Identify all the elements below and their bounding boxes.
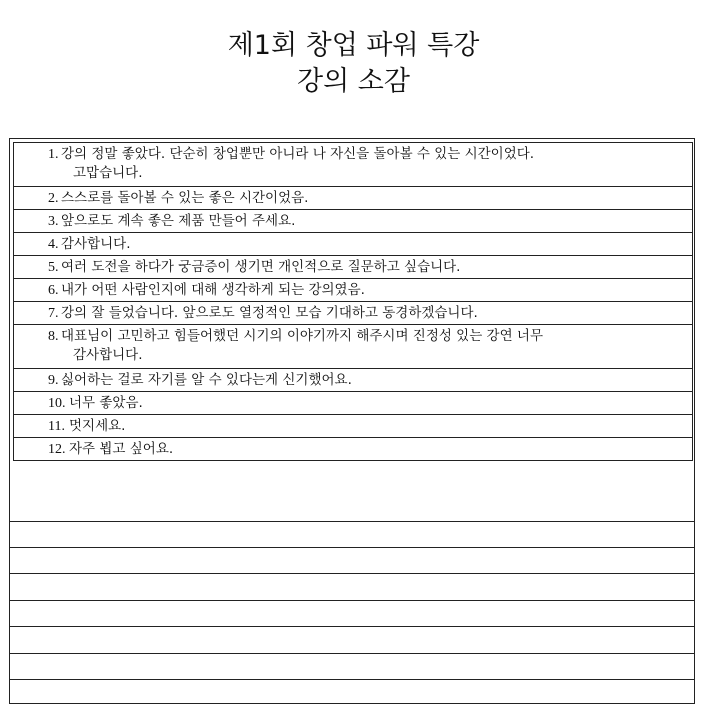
comment-row-9 xyxy=(14,369,692,392)
document-title xyxy=(0,28,707,100)
comment-number: 3. xyxy=(48,214,59,229)
comment-text: 감사합니다. xyxy=(61,236,131,252)
blank-line xyxy=(9,547,695,548)
blank-line xyxy=(9,573,695,574)
comment-number: 1. xyxy=(48,147,59,162)
comment-row-3 xyxy=(14,210,692,233)
comment-text: 너무 좋았음. xyxy=(69,395,143,411)
title-event-name: 제1회 창업 파워 특강 xyxy=(227,30,480,61)
comment-text: 강의 정말 좋았다. 단순히 창업뿐만 아니라 나 자신을 돌아볼 수 있는 시간이었다. 고맙습니다. xyxy=(61,146,535,181)
comment-number: 2. xyxy=(48,191,59,206)
comment-row-12 xyxy=(14,438,692,461)
title-subtitle: 강의 소감 xyxy=(297,66,410,97)
comment-number: 8. xyxy=(48,329,59,344)
blank-line xyxy=(9,626,695,627)
blank-line xyxy=(9,679,695,680)
comment-number: 11. xyxy=(48,419,65,434)
blank-line xyxy=(9,653,695,654)
comment-row-10 xyxy=(14,392,692,415)
comment-number: 6. xyxy=(48,283,59,298)
comment-text: 내가 어떤 사람인지에 대해 생각하게 되는 강의였음. xyxy=(61,282,365,298)
comment-text: 싫어하는 걸로 자기를 알 수 있다는게 신기했어요. xyxy=(61,372,352,388)
comment-text: 강의 잘 들었습니다. 앞으로도 열정적인 모습 기대하고 동경하겠습니다. xyxy=(61,305,478,321)
comment-text: 멋지세요. xyxy=(69,418,126,434)
comment-text: 대표님이 고민하고 힘들어했던 시기의 이야기까지 해주시며 진정성 있는 강연 너무 감사합니다. xyxy=(61,328,544,363)
blank-line xyxy=(9,521,695,522)
comment-number: 7. xyxy=(48,306,59,321)
comment-row-8 xyxy=(14,325,692,369)
comment-number: 4. xyxy=(48,237,59,252)
comment-row-1 xyxy=(14,143,692,187)
blank-line xyxy=(9,600,695,601)
comment-row-5 xyxy=(14,256,692,279)
comment-number: 12. xyxy=(48,442,66,457)
comment-row-11 xyxy=(14,415,692,438)
comment-number: 9. xyxy=(48,373,59,388)
comment-list xyxy=(13,142,693,461)
comment-text: 앞으로도 계속 좋은 제품 만들어 주세요. xyxy=(61,213,296,229)
comment-row-4 xyxy=(14,233,692,256)
comment-row-2 xyxy=(14,187,692,210)
comment-text: 여러 도전을 하다가 궁금증이 생기면 개인적으로 질문하고 싶습니다. xyxy=(61,259,461,275)
comment-row-6 xyxy=(14,279,692,302)
comment-text: 스스로를 돌아볼 수 있는 좋은 시간이었음. xyxy=(61,190,309,206)
comment-row-7 xyxy=(14,302,692,325)
comment-text: 자주 뵙고 싶어요. xyxy=(69,441,174,457)
comment-number: 5. xyxy=(48,260,59,275)
comment-number: 10. xyxy=(48,396,66,411)
